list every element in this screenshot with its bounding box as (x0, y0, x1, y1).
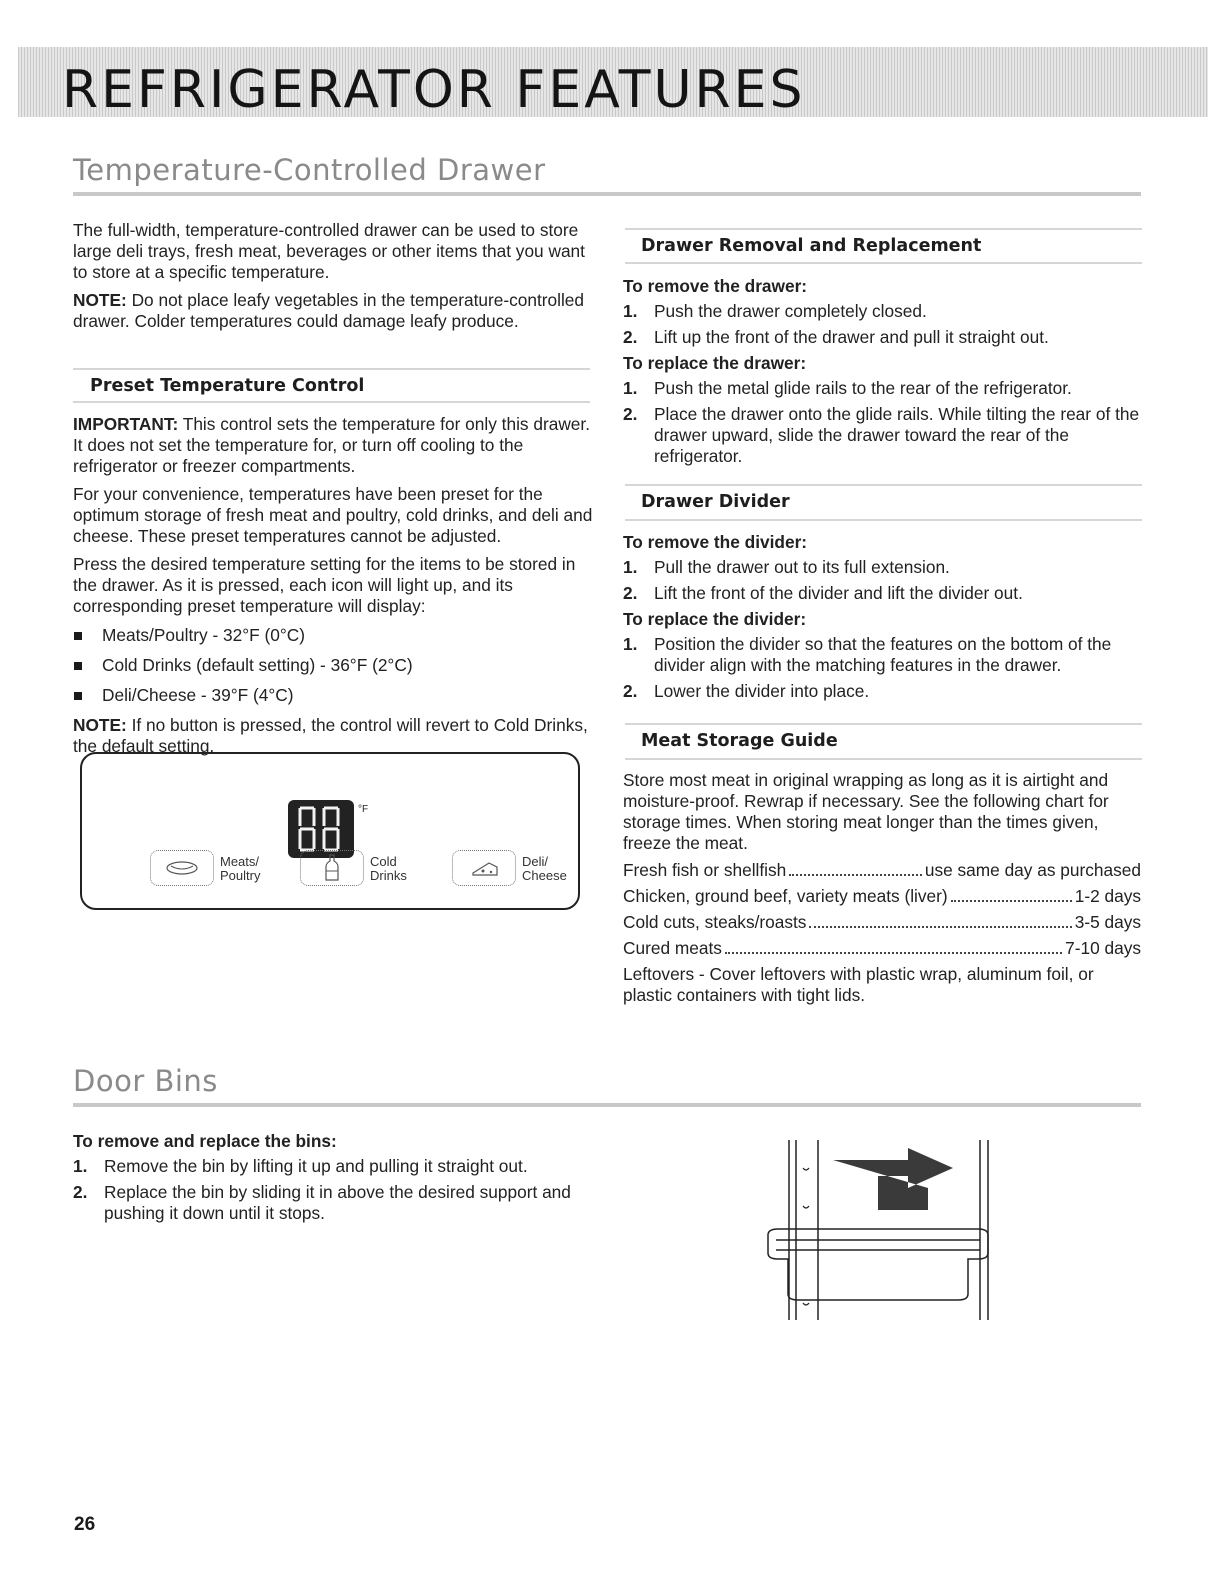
preset-text-block (73, 414, 593, 757)
temp-drawer-intro: The full-width, temperature-controlled drawer can be used to store large deli trays, fresh meat, beverages or other items that you want to store at a specific temperature. (73, 220, 585, 282)
note-text: If no button is pressed, the control will revert to Cold Drinks, the default setting. (73, 715, 588, 756)
note-label: NOTE: (73, 290, 127, 310)
preset-para2: For your convenience, temperatures have been preset for the optimum storage of fresh meat and poultry, cold drinks, and deli and cheese. These preset temperatures cannot be adjusted. (73, 484, 593, 546)
bullet-square (74, 692, 82, 700)
meats-poultry-label: Meats/ Poultry (220, 854, 261, 883)
table-row: Chicken, ground beef, variety meats (liver) 1-2 days (623, 886, 1141, 906)
list-item: 1. Remove the bin by lifting it up and pulling it straight out. (73, 1156, 528, 1176)
subsection-rule-top (625, 723, 1142, 725)
subsection-title-divider: Drawer Divider (641, 492, 790, 512)
subsection-rule-top (625, 228, 1142, 230)
list-item: 2. Replace the bin by sliding it in above the desired support and pushing it down until it stops. (73, 1182, 571, 1223)
list-item: 1. Pull the drawer out to its full extension. (623, 557, 950, 577)
list-item: Cold Drinks (default setting) - 36°F (2°C) (73, 655, 593, 676)
deli-cheese-button[interactable] (452, 850, 516, 886)
temp-drawer-intro-block (73, 220, 593, 332)
table-row: Cold cuts, steaks/roasts 3-5 days (623, 912, 1141, 932)
section-rule (73, 1103, 1141, 1107)
meat-icon (151, 851, 213, 885)
preset-bullets (73, 625, 593, 706)
page-title: REFRIGERATOR FEATURES (62, 60, 806, 120)
meat-guide-leftovers: Leftovers - Cover leftovers with plastic wrap, aluminum foil, or plastic containers with tight lids. (623, 964, 1094, 1005)
subsection-rule-top (73, 368, 590, 370)
subsection-rule-bottom (625, 262, 1142, 264)
replace-drawer-heading: To replace the drawer: (623, 353, 807, 373)
bullet-square (74, 662, 82, 670)
removal-text-block (623, 276, 1148, 467)
cold-drinks-button[interactable] (300, 850, 364, 886)
cold-drinks-label: Cold Drinks (370, 854, 407, 883)
table-row: Fresh fish or shellfish use same day as purchased (623, 860, 1141, 880)
subsection-rule-top (625, 484, 1142, 486)
remove-drawer-heading: To remove the drawer: (623, 276, 808, 296)
door-bins-block (73, 1131, 593, 1224)
unit-label: °F (358, 804, 369, 815)
note-text: Do not place leafy vegetables in the temperature-controlled drawer. Colder temperatures could damage leafy produce. (73, 290, 585, 331)
important-label: IMPORTANT: (73, 414, 179, 434)
important-text: This control sets the temperature for only this drawer. It does not set the temperature for, or turn off cooling to the refrigerator or freezer compartments. (73, 414, 591, 476)
arrow-icon (833, 1148, 953, 1210)
temp-drawer-note (73, 290, 593, 332)
replace-divider-heading: To replace the divider: (623, 609, 807, 629)
preset-note (73, 715, 593, 757)
table-row: Cured meats 7-10 days (623, 938, 1141, 958)
subsection-title-meat-guide: Meat Storage Guide (641, 731, 838, 751)
section-title-temperature-drawer: Temperature-Controlled Drawer (73, 153, 546, 187)
meat-guide-intro: Store most meat in original wrapping as long as it is airtight and moisture-proof. Rewrap if necessary. See the following chart for storage times. When storing meat longer than the times given, freeze the meat. (623, 770, 1109, 853)
note-label: NOTE: (73, 715, 127, 735)
meats-poultry-button[interactable] (150, 850, 214, 886)
deli-cheese-label: Deli/ Cheese (522, 854, 567, 883)
list-item: 2. Lift the front of the divider and lift the divider out. (623, 583, 1023, 603)
list-item: 1. Position the divider so that the features on the bottom of the divider align with the matching features in the drawer. (623, 634, 1112, 675)
list-item: 2. Place the drawer onto the glide rails. While tilting the rear of the drawer upward, slide the drawer toward the rear of the refrigerator. (623, 404, 1140, 466)
control-panel-illustration (80, 752, 580, 910)
bullet-square (74, 632, 82, 640)
cheese-icon (453, 851, 515, 885)
subsection-rule-bottom (625, 519, 1142, 521)
preset-important (73, 414, 593, 477)
door-bins-heading: To remove and replace the bins: (73, 1131, 337, 1151)
subsection-title-preset: Preset Temperature Control (90, 376, 365, 396)
list-item: 2. Lower the divider into place. (623, 681, 870, 701)
list-item: Meats/Poultry - 32°F (0°C) (73, 625, 593, 646)
subsection-rule-bottom (625, 758, 1142, 760)
subsection-title-removal: Drawer Removal and Replacement (641, 236, 982, 256)
bottle-icon (301, 851, 363, 885)
preset-para3: Press the desired temperature setting for the items to be stored in the drawer. As it is pressed, each icon will light up, and its corresponding preset temperature will display: (73, 554, 576, 616)
remove-divider-heading: To remove the divider: (623, 532, 808, 552)
page-number: 26 (74, 1514, 96, 1535)
section-title-door-bins: Door Bins (73, 1064, 218, 1098)
list-item: 2. Lift up the front of the drawer and pull it straight out. (623, 327, 1049, 347)
list-item: Deli/Cheese - 39°F (4°C) (73, 685, 593, 706)
door-bin-illustration (758, 1140, 1008, 1320)
list-item: 1. Push the drawer completely closed. (623, 301, 927, 321)
section-rule (73, 192, 1141, 196)
subsection-rule-bottom (73, 401, 590, 403)
list-item: 1. Push the metal glide rails to the rear of the refrigerator. (623, 378, 1072, 398)
meat-guide-block (623, 770, 1141, 1006)
divider-text-block (623, 532, 1148, 702)
